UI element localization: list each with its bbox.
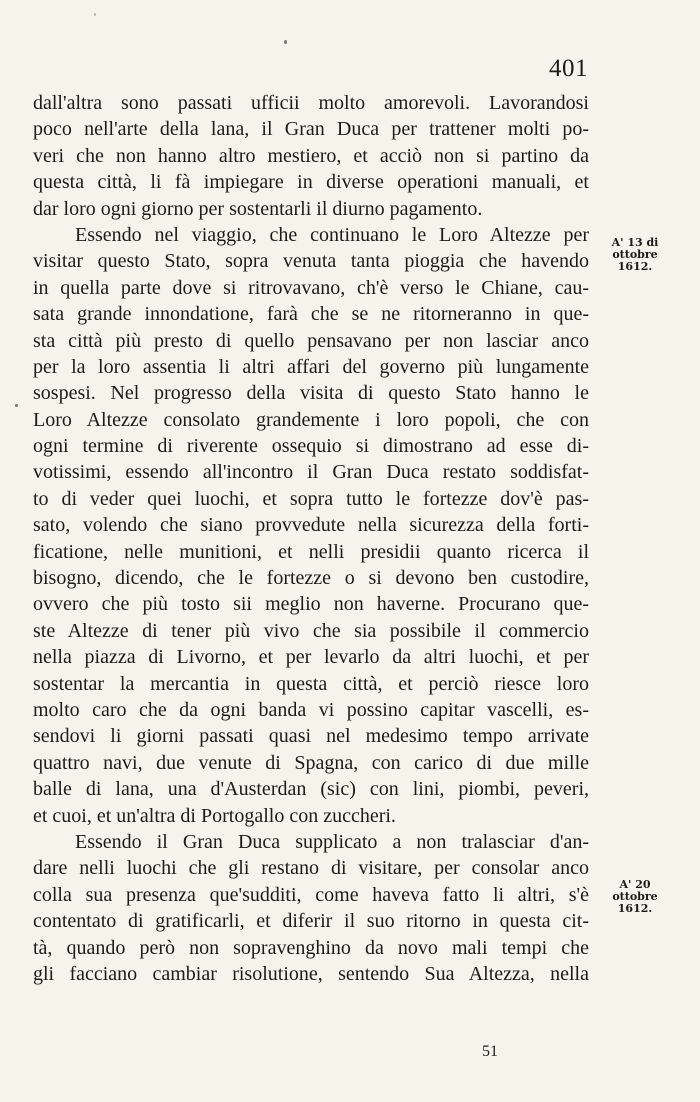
text-line: ste Altezze di tener più vivo che sia possibile il commercio: [33, 619, 589, 642]
text-line: tà, quando però non sopravenghino da novo mali tempi che: [33, 936, 589, 959]
margin-note-line: ottobre: [612, 248, 658, 261]
text-line: per la loro assentia li altri affari del governo più lungamente: [33, 355, 589, 378]
text-line: votissimi, essendo all'incontro il Gran Duca restato soddisfat-: [33, 461, 589, 484]
text-line: gli facciano cambiar risolutione, sentendo Sua Altezza, nella: [33, 962, 589, 985]
margin-note-line: ottobre: [612, 890, 658, 903]
margin-note-line: A' 13 di: [611, 236, 659, 249]
text-line: dall'altra sono passati ufficii molto amorevoli. Lavorandosi: [33, 92, 589, 114]
text-line: sospesi. Nel progresso della visita di questo Stato hanno le: [33, 382, 589, 405]
text-line: visitar questo Stato, sopra venuta tanta pioggia che havendo: [33, 250, 589, 273]
text-line: molto caro che da ogni banda vi possino capitar vascelli, es-: [33, 698, 589, 721]
text-line: sata grande innondatione, farà che se ne ritorneranno in que-: [33, 303, 589, 326]
signature-mark: 51: [482, 1043, 498, 1060]
margin-note-line: A' 20: [619, 878, 651, 891]
text-line: bisogno, dicendo, che le fortezze o si devono ben custodire,: [33, 567, 589, 590]
text-line: poco nell'arte della lana, il Gran Duca per trattener molti po-: [33, 118, 589, 141]
paragraph-start-line: Essendo il Gran Duca supplicato a non tralasciar d'an-: [75, 830, 589, 853]
text-line: ficatione, nelle munitioni, et nelli presidii quanto ricerca il: [33, 540, 589, 563]
text-line: Loro Altezze consolato grandemente i loro popoli, che con: [33, 408, 589, 431]
margin-note-date: [601, 237, 669, 273]
text-line: quattro navi, due venute di Spagna, con carico di due mille: [33, 751, 589, 774]
text-line: colla sua presenza que'sudditi, come haveva fatto li altri, s'è: [33, 883, 589, 906]
ink-speck: [284, 40, 287, 44]
text-line: ovvero che più tosto sii meglio non haverne. Procurano que-: [33, 593, 589, 616]
page-number: 401: [549, 55, 588, 82]
text-line: sato, volendo che siano provvedute nella sicurezza della forti-: [33, 514, 589, 537]
body-text: [33, 90, 589, 987]
text-line: dar loro ogni giorno per sostentarli il diurno pagamento.: [33, 197, 483, 220]
text-line: to di veder quei luochi, et sopra tutto le fortezze dov'è pas-: [33, 487, 589, 510]
ink-speck: [15, 404, 18, 407]
text-line: sta città più presto di quello pensavano per non lasciar anco: [33, 329, 589, 352]
ink-speck: [94, 13, 96, 16]
text-line: in quella parte dove si ritrovavano, ch'è verso le Chiane, cau-: [33, 276, 589, 299]
margin-note-line: 1612.: [617, 260, 653, 273]
text-line: sendovi li giorni passati quasi nel medesimo tempo arrivate: [33, 725, 589, 748]
text-line: nella piazza di Livorno, et per levarlo da altri luochi, et per: [33, 646, 589, 669]
margin-note-date: [601, 879, 669, 915]
text-line: et cuoi, et un'altra di Portogallo con zuccheri.: [33, 804, 396, 827]
text-line: balle di lana, una d'Austerdan (sic) con lini, piombi, peveri,: [33, 778, 589, 801]
paragraph-start-line: Essendo nel viaggio, che continuano le Loro Altezze per: [75, 223, 589, 246]
text-line: veri che non hanno altro mestiero, et acciò non si partino da: [33, 144, 589, 167]
text-line: dare nelli luochi che gli restano di visitare, per consolar anco: [33, 857, 589, 880]
text-line: questa città, li fà impiegare in diverse operationi manuali, et: [33, 171, 589, 194]
text-line: ogni termine di riverente ossequio si dimostrano ad esse di-: [33, 435, 589, 458]
text-line: contentato di gratificarli, et diferir il suo ritorno in questa cit-: [33, 910, 589, 933]
text-line: sostentar la mercantia in questa città, et perciò riesce loro: [33, 672, 589, 695]
margin-note-line: 1612.: [617, 902, 653, 915]
